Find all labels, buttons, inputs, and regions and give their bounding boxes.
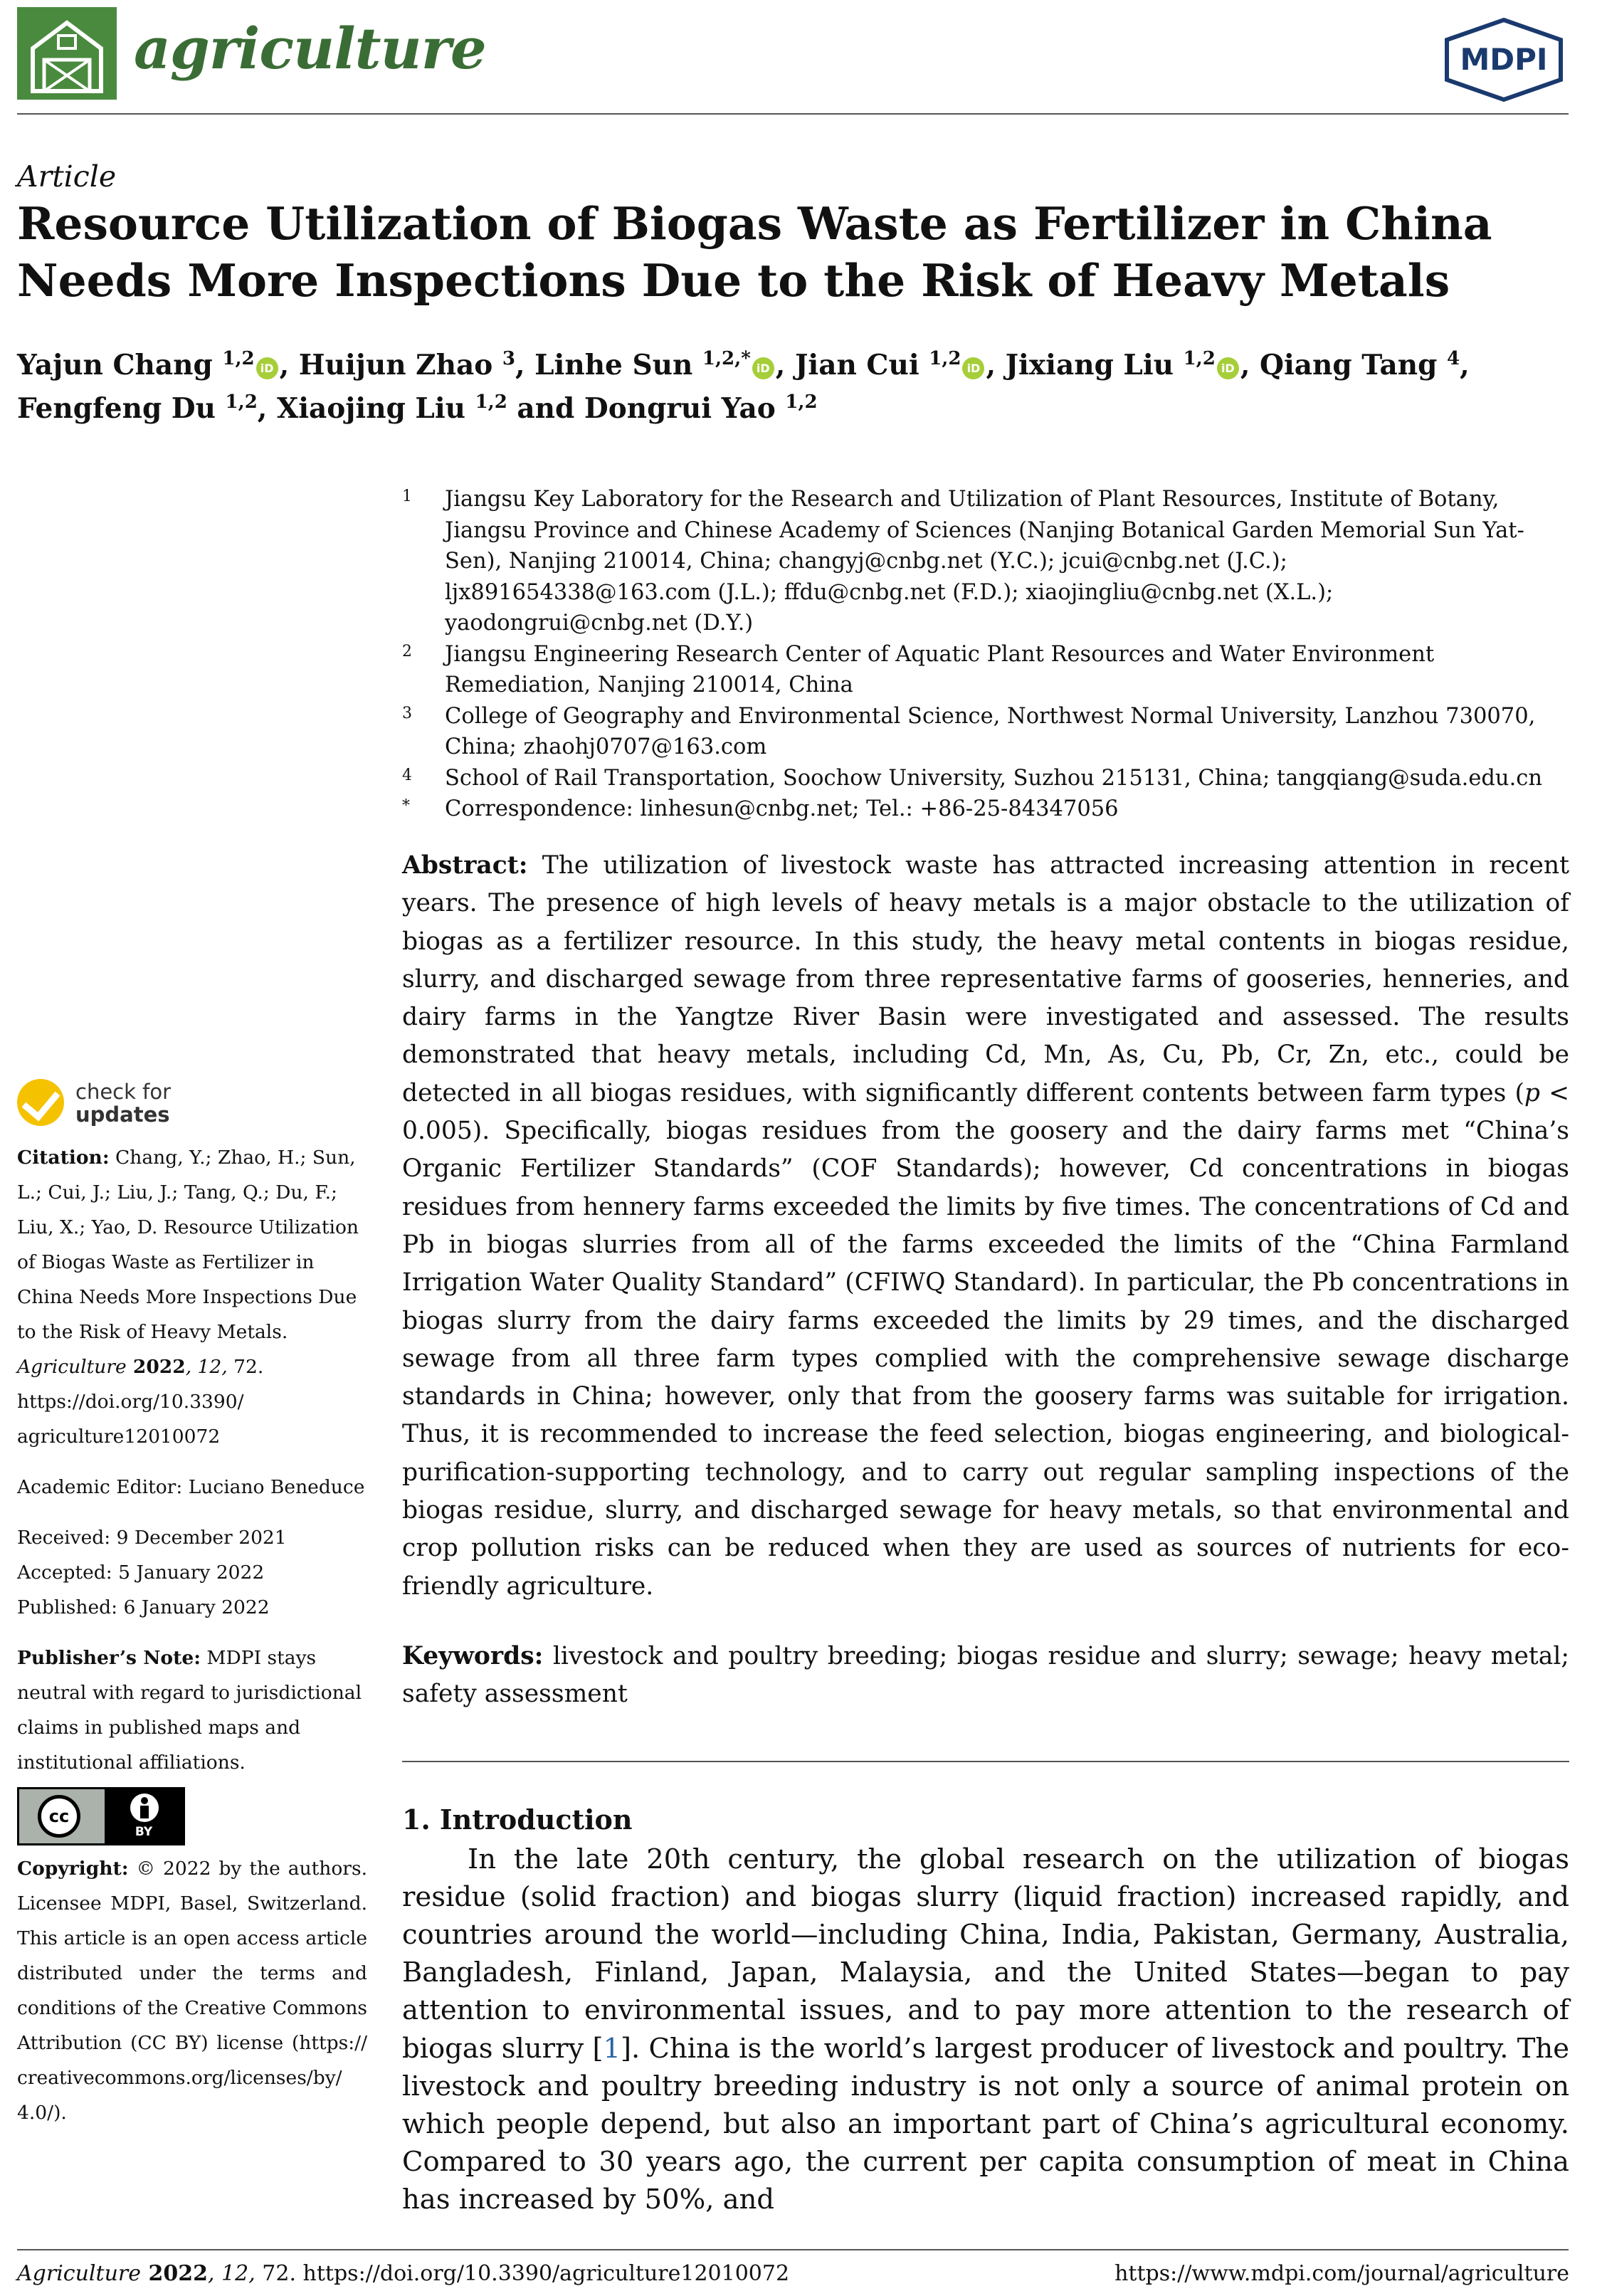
- section-divider: [402, 1761, 1569, 1762]
- affiliation-number: 2: [402, 642, 412, 660]
- keywords: [402, 1638, 1569, 1714]
- citation-year: 2022: [126, 1356, 186, 1378]
- author-name[interactable]: Jixiang Liu: [1005, 349, 1184, 381]
- author-affiliation-marker: 3: [502, 348, 515, 369]
- footer-divider: [17, 2249, 1569, 2250]
- orcid-icon[interactable]: iD: [1217, 357, 1239, 379]
- author-name[interactable]: Qiang Tang: [1259, 349, 1448, 381]
- copyright: [17, 1851, 367, 2130]
- abstract-label: Abstract:: [402, 851, 528, 880]
- abstract-text-part1: The utilization of livestock waste has attracted increasing attention in recent years. The presence of high levels of heavy metals is a major obstacle to the utilization of biogas as a fertilizer resource. In this study, the heavy metal contents in biogas residue, slurry, and discharged sewage from three representative farms of gooseries, henneries, and dairy farms in the Yangtze River Basin were investigated and assessed. The results demonstrated that heavy metals, including Cd, Mn, As, Cu, Pb, Cr, Zn, etc., could be detected in all biogas residues, with significantly different contents between farm types (: [402, 851, 1569, 1107]
- academic-editor: Academic Editor: Luciano Beneduce: [17, 1476, 365, 1498]
- footer-year: 2022: [141, 2261, 208, 2286]
- author-name[interactable]: Xiaojing Liu: [276, 392, 475, 425]
- affiliation-text: Jiangsu Key Laboratory for the Research and Utilization of Plant Resources, Institute of Botany, Jiangsu Province and Chinese Academy of Sciences (Nanjing Botanical Garden Memorial Sun Yat-Sen), Nanjing 210014, China; changyj@cnbg.net (Y.C.); jcui@cnbg.net (J.C.); ljx891654338@163.com (J.L.); ffdu@cnbg.net (F.D.); xiaojingliu@cnbg.net (X.L.); yaodongrui@cnbg.net (D.Y.): [445, 487, 1524, 636]
- published-date: Published: 6 January 2022: [17, 1596, 270, 1618]
- footer-journal-url[interactable]: https://www.mdpi.com/journal/agriculture: [1114, 2261, 1569, 2286]
- abstract: [402, 847, 1569, 1606]
- affiliation-number: 3: [402, 704, 412, 722]
- publisher-note: [17, 1641, 367, 1780]
- author-name[interactable]: Dongrui Yao: [584, 392, 786, 425]
- author-name[interactable]: Fengfeng Du: [17, 392, 226, 425]
- header-divider: [17, 113, 1569, 115]
- abstract-p-symbol: p: [1524, 1078, 1540, 1107]
- orcid-icon[interactable]: iD: [962, 357, 984, 379]
- abstract-text-part2: < 0.005). Specifically, biogas residues from the goosery and the dairy farms met “China’s Organic Fertilizer Standards” (COF Standards); however, Cd concentrations in biogas residues from hennery farms exceeded the limits by five times. The concentrations of Cd and Pb in biogas slurries from all of the farms exceeded the limits of the “China Farmland Irrigation Water Quality Standard” (CFIWQ Standard). In particular, the Pb concentrations in biogas slurry from the dairy farms exceeded the limits by 29 times, and the discharged sewage from all three farm types complied with the comprehensive sewage discharge standards in China; however, only that from the goosery farms was suitable for irrigation. Thus, it is recommended to increase the feed selection, biogas engineering, and biological-purification-supporting technology, and to carry out regular sampling inspections of the biogas residue, slurry, and discharged sewage for heavy metals, so that environmental and crop pollution risks can be reduced when they are used as sources of nutrients for eco-friendly agriculture.: [402, 1078, 1569, 1601]
- check-updates-bold-text: updates: [75, 1102, 170, 1127]
- author-name[interactable]: Yajun Chang: [17, 349, 223, 381]
- affiliation-item: [402, 794, 1555, 825]
- main-column: [402, 847, 1569, 2219]
- affiliation-number: 1: [402, 488, 412, 505]
- intro-text-part1: In the late 20th century, the global research on the utilization of biogas residue (solid fraction) and biogas slurry (liquid fraction) increased rapidly, and countries around the world—including China, India, Pakistan, Germany, Australia, Bangladesh, Finland, Japan, Malaysia, and the United States—began to pay attention to environmental issues, and to pay more attention to the research of biogas slurry [: [402, 1843, 1569, 2065]
- journal-logo-icon: [17, 7, 117, 100]
- mdpi-logo-icon: [1441, 17, 1566, 102]
- copyright-label: Copyright:: [17, 1858, 129, 1880]
- citation-volume: , 12,: [185, 1356, 228, 1378]
- author-affiliation-marker: 1,2: [785, 391, 818, 413]
- affiliation-item: [402, 484, 1555, 639]
- article-info-sidebar: [17, 1140, 367, 2130]
- keywords-text: livestock and poultry breeding; biogas residue and slurry; sewage; heavy metal; safety assessment: [402, 1641, 1569, 1709]
- affiliation-item: [402, 639, 1555, 701]
- orcid-icon[interactable]: iD: [256, 357, 278, 379]
- affiliation-number: 4: [402, 766, 412, 784]
- affiliations: [402, 484, 1555, 825]
- publisher-note-label: Publisher’s Note:: [17, 1647, 201, 1669]
- citation-label: Citation:: [17, 1147, 110, 1169]
- author-affiliation-marker: 1,2: [1183, 348, 1216, 369]
- check-updates-text: check for: [75, 1080, 171, 1104]
- keywords-label: Keywords:: [402, 1641, 544, 1670]
- citation-text: Chang, Y.; Zhao, H.; Sun, L.; Cui, J.; Liu, J.; Tang, Q.; Du, F.; Liu, X.; Yao, D. Resource Utilization of Biogas Waste as Fertilizer in China Needs More Inspections Due to the Risk of Heavy Metals.: [17, 1147, 359, 1343]
- author-name[interactable]: Linhe Sun: [534, 349, 702, 381]
- journal-name: agriculture: [134, 15, 486, 82]
- author-affiliation-marker: 1,2: [475, 391, 507, 413]
- article-type: Article: [17, 159, 117, 194]
- affiliation-item: [402, 763, 1555, 794]
- article-title: Resource Utilization of Biogas Waste as Fertilizer in China Needs More Inspections Due to the Risk of Heavy Metals: [17, 197, 1492, 307]
- citation-doi-link[interactable]: 72. https://doi.org/10.3390/ agriculture12010072: [17, 1356, 264, 1448]
- affiliation-text: Jiangsu Engineering Research Center of Aquatic Plant Resources and Water Environment Remediation, Nanjing 210014, China: [445, 641, 1435, 697]
- footer-citation: [17, 2258, 789, 2290]
- footer-journal: Agriculture: [17, 2261, 141, 2286]
- affiliation-text: School of Rail Transportation, Soochow University, Suzhou 215131, China; tangqiang@suda.edu.cn: [445, 765, 1542, 791]
- intro-text-part2: ]. China is the world’s largest producer of livestock and poultry. The livestock and poultry breeding industry is not only a source of animal protein on which people depend, but also an important part of China’s agricultural economy. Compared to 30 years ago, the current per capita consumption of meat in China has increased by 50%, and: [402, 2032, 1570, 2216]
- affiliation-text: Correspondence: linhesun@cnbg.net; Tel.: +86-25-84347056: [445, 796, 1119, 821]
- affiliation-number: *: [402, 797, 410, 815]
- author-list: Yajun Chang $^{1,2}$ iD , Huijun Zhao $^3$, Linhe Sun $^{1,2,*}$ iD , Jian Cui $^{1,2}$ iD , Jixiang Liu $^{1,2}$ iD , Qiang Tang $^4$, Fengfeng Du $^{1,2}$, Xiaojing Liu $^{1,2}$ and Dongrui Yao $^{1,2}$: [17, 348, 1470, 425]
- orcid-icon[interactable]: iD: [752, 357, 774, 379]
- publisher-note-text: MDPI stays neutral with regard to jurisdictional claims in published maps and institutional affiliations.: [17, 1647, 362, 1774]
- citation-journal: Agriculture: [17, 1356, 127, 1378]
- affiliation-text: College of Geography and Environmental Science, Northwest Normal University, Lanzhou 730070, China; zhaohj0707@163.com: [445, 703, 1536, 759]
- author-name[interactable]: Jian Cui: [794, 349, 929, 381]
- footer-doi-link[interactable]: 72. https://doi.org/10.3390/agriculture12010072: [255, 2261, 790, 2286]
- received-date: Received: 9 December 2021: [17, 1527, 287, 1549]
- mdpi-logo-text: MDPI: [1460, 42, 1548, 77]
- author-affiliation-marker: 1,2: [222, 348, 255, 369]
- author-affiliation-marker: 1,2: [929, 348, 961, 369]
- author-affiliation-marker: 1,2: [225, 391, 258, 413]
- copyright-text: © 2022 by the authors. Licensee MDPI, Basel, Switzerland. This article is an open access article distributed under the terms and conditions of the Creative Commons Attribution (CC BY) license (https:// creativecommons.org/licenses/by/ 4.0/).: [17, 1858, 367, 2124]
- affiliation-item: [402, 701, 1555, 763]
- by-label: BY: [135, 1825, 153, 1839]
- author-affiliation-marker: 4: [1447, 348, 1460, 369]
- author-name[interactable]: Huijun Zhao: [298, 349, 502, 381]
- author-affiliation-marker: 1,2,*: [702, 348, 751, 369]
- footer-volume: , 12,: [207, 2261, 255, 2286]
- person-icon: [130, 1794, 159, 1822]
- citation: [17, 1140, 367, 1454]
- citation-link[interactable]: 1: [603, 2032, 621, 2065]
- cc-by-license-badge[interactable]: [17, 1787, 185, 1845]
- check-for-updates-button[interactable]: [17, 1079, 188, 1129]
- check-icon: [17, 1079, 64, 1126]
- accepted-date: Accepted: 5 January 2022: [17, 1562, 265, 1584]
- section-heading: 1. Introduction: [402, 1803, 633, 1836]
- cc-icon: cc: [38, 1795, 80, 1838]
- introduction-paragraph: [402, 1841, 1569, 2219]
